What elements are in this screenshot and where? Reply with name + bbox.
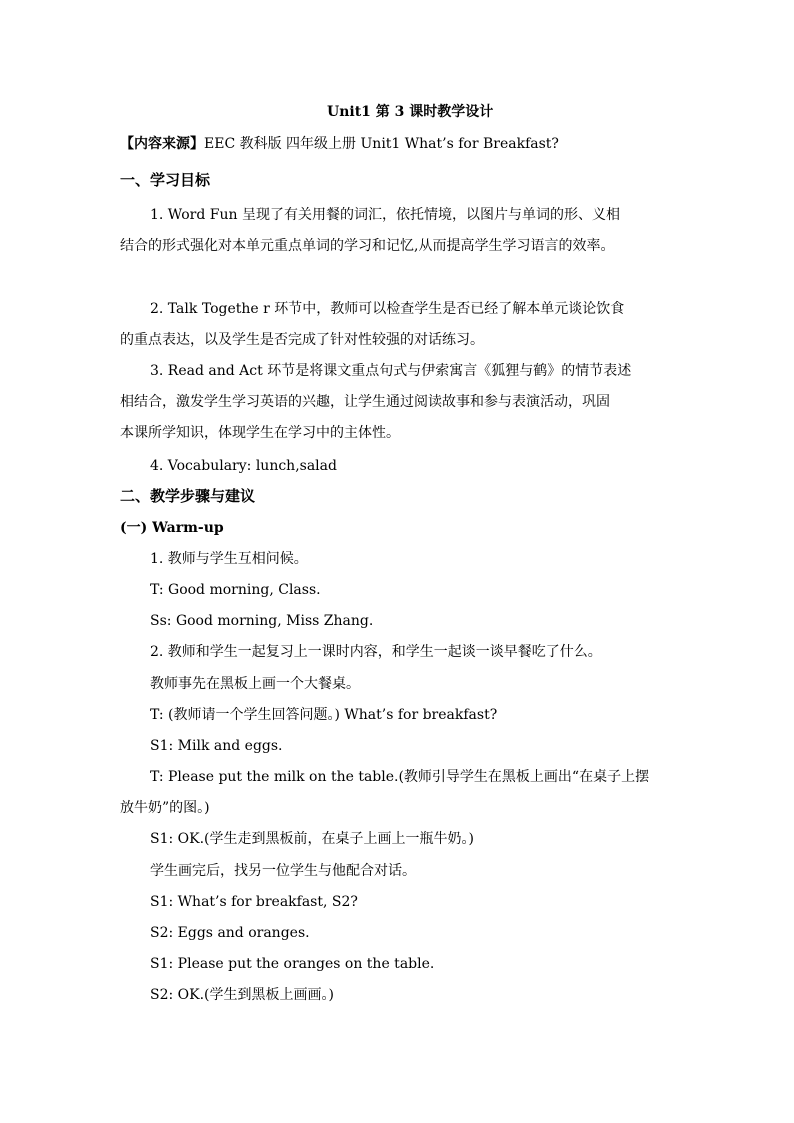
dialogue-line: T: (教师请一个学生回答问题。) What’s for breakfast?	[150, 707, 498, 723]
dialogue-line: T: Good morning, Class.	[150, 582, 321, 598]
subsection-heading-warmup: (一) Warm-up	[120, 520, 224, 536]
dialogue-line: Ss: Good morning, Miss Zhang.	[150, 613, 374, 629]
paragraph-line: 1. 教师与学生互相问候。	[150, 551, 308, 567]
dialogue-line: T: Please put the milk on the table.(教师引导学生在黑板上画出“在桌子上摆	[150, 769, 650, 785]
paragraph-line: 教师事先在黑板上画一个大餐桌。	[150, 676, 360, 692]
content-source	[120, 135, 559, 153]
paragraph-line: 结合的形式强化对本单元重点单词的学习和记忆,从而提高学生学习语言的效率。	[120, 238, 615, 254]
paragraph-line: 学生画完后，找另一位学生与他配合对话。	[150, 863, 416, 879]
paragraph-line: 2. Talk Togethe r 环节中，教师可以检查学生是否已经了解本单元谈论饮食	[150, 301, 625, 317]
paragraph-line: 的重点表达，以及学生是否完成了针对性较强的对话练习。	[120, 332, 484, 348]
paragraph-line: 相结合，激发学生学习英语的兴趣，让学生通过阅读故事和参与表演活动，巩固	[120, 394, 610, 410]
dialogue-line: S1: OK.(学生走到黑板前，在桌子上画上一瓶牛奶。)	[150, 831, 474, 847]
vocabulary-line: 4. Vocabulary: lunch,salad	[150, 458, 337, 474]
section-heading-steps: 二、教学步骤与建议	[120, 487, 256, 505]
dialogue-line: S1: Please put the oranges on the table.	[150, 956, 435, 972]
paragraph-line: 3. Read and Act 环节是将课文重点句式与伊索寓言《狐狸与鹤》的情节表述	[150, 363, 632, 379]
content-source-text: EEC 教科版 四年级上册 Unit1 What’s for Breakfast?	[204, 136, 559, 152]
paragraph-line: 1. Word Fun 呈现了有关用餐的词汇，依托情境，以图片与单词的形、义相	[150, 207, 620, 223]
paragraph-line: 2. 教师和学生一起复习上一课时内容，和学生一起谈一谈早餐吃了什么。	[150, 644, 602, 660]
dialogue-line: S2: Eggs and oranges.	[150, 925, 310, 941]
dialogue-line: 放牛奶”的图。)	[120, 800, 210, 816]
dialogue-line: S1: What’s for breakfast, S2?	[150, 894, 358, 910]
document-title: Unit1 第 3 课时教学设计	[327, 104, 494, 120]
section-heading-objectives: 一、学习目标	[120, 171, 211, 189]
paragraph-line: 本课所学知识，体现学生在学习中的主体性。	[120, 425, 400, 441]
dialogue-line: S1: Milk and eggs.	[150, 738, 283, 754]
content-source-label: 【内容来源】	[120, 136, 204, 152]
dialogue-line: S2: OK.(学生到黑板上画画。)	[150, 987, 334, 1003]
